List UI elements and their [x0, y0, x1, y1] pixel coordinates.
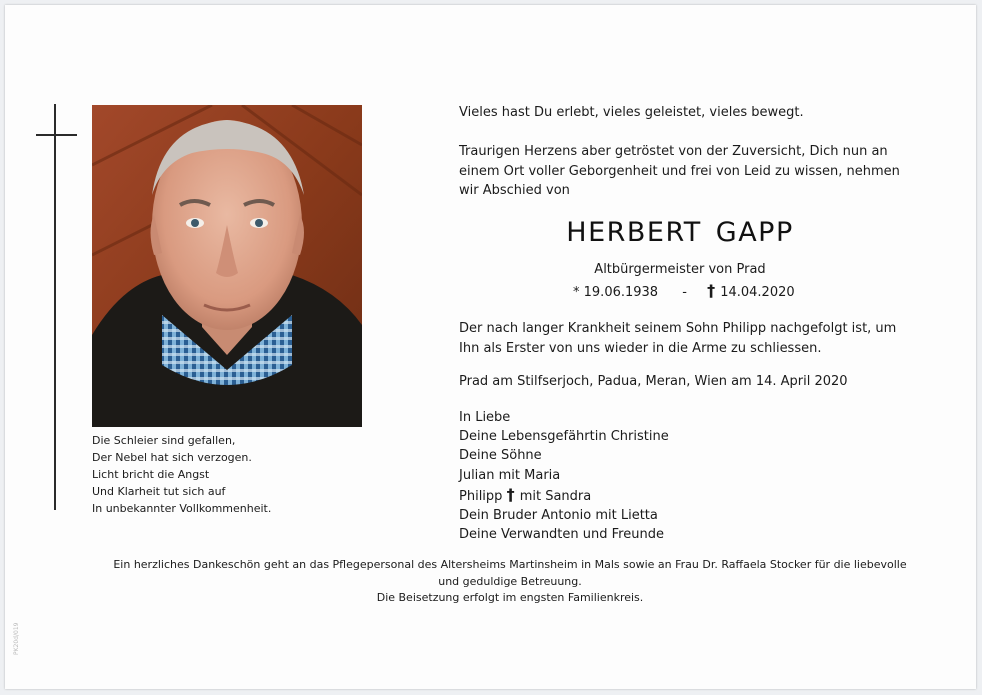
follow-line: Ihn als Erster von uns wieder in die Arme zu schliessen. — [459, 340, 822, 356]
poem-line: Die Schleier sind gefallen, — [92, 434, 236, 447]
follow-line: Der nach langer Krankheit seinem Sohn Philipp nachgefolgt ist, um — [459, 321, 897, 336]
footer-line: und geduldige Betreuung. — [438, 574, 582, 588]
intro-text — [459, 142, 900, 201]
family-partner: Deine Lebensgefährtin Christine — [459, 429, 669, 445]
poem-line: Und Klarheit tut sich auf — [92, 485, 226, 498]
philipp-name: Philipp — [459, 488, 503, 504]
birth-date: 19.06.1938 — [583, 285, 659, 300]
deceased-name — [565, 217, 795, 248]
obituary-sheet — [5, 5, 976, 689]
family-son-julian: Julian mit Maria — [459, 467, 561, 483]
dagger-icon: † — [506, 484, 515, 504]
follow-text — [459, 319, 896, 358]
intro-line: Traurigen Herzens aber getröstet von der Zuversicht, Dich nun an — [459, 144, 888, 159]
dagger-icon: † — [707, 281, 716, 300]
poem-line: In unbekannter Vollkommenheit. — [92, 502, 272, 515]
family-son-philipp — [459, 485, 669, 506]
poem-line: Der Nebel hat sich verzogen. — [92, 451, 252, 464]
margin-code: PK20d/019 — [13, 622, 20, 655]
family-relatives: Deine Verwandten und Freunde — [459, 527, 664, 543]
first-name: HERBERT — [566, 217, 702, 248]
family-list — [459, 408, 669, 544]
footer-line: Die Beisetzung erfolgt im engsten Familienkreis. — [376, 591, 644, 604]
intro-line: einem Ort voller Geborgenheit und frei von Leid zu wissen, nehmen — [459, 163, 900, 179]
philipp-partner: mit Sandra — [515, 488, 592, 504]
cross-horizontal-bar — [36, 134, 77, 136]
footer-text — [65, 557, 955, 607]
family-in-love: In Liebe — [459, 410, 511, 425]
portrait-photo — [92, 105, 362, 427]
cross-vertical-bar — [54, 104, 56, 510]
family-brother: Dein Bruder Antonio mit Lietta — [459, 508, 658, 524]
poem — [92, 432, 271, 517]
motto: Vieles hast Du erlebt, vieles geleistet, vieles bewegt. — [459, 105, 804, 120]
poem-line: Licht bricht die Angst — [92, 468, 210, 481]
footer-line: Ein herzliches Dankeschön geht an das Pflegepersonal des Altersheims Martinsheim in Mals sowie an Frau Dr. Raffaela Stocker für die liebevolle — [113, 558, 907, 571]
date-separator: - — [682, 285, 687, 300]
deceased-title: Altbürgermeister von Prad — [594, 262, 766, 277]
place-and-date: Prad am Stilfserjoch, Padua, Meran, Wien am 14. April 2020 — [459, 374, 848, 389]
life-dates — [573, 281, 795, 300]
death-date: 14.04.2020 — [720, 285, 795, 300]
family-sons-heading: Deine Söhne — [459, 448, 542, 464]
last-name: GAPP — [715, 217, 794, 248]
intro-line: wir Abschied von — [459, 183, 570, 198]
birth-symbol: * — [573, 285, 580, 300]
